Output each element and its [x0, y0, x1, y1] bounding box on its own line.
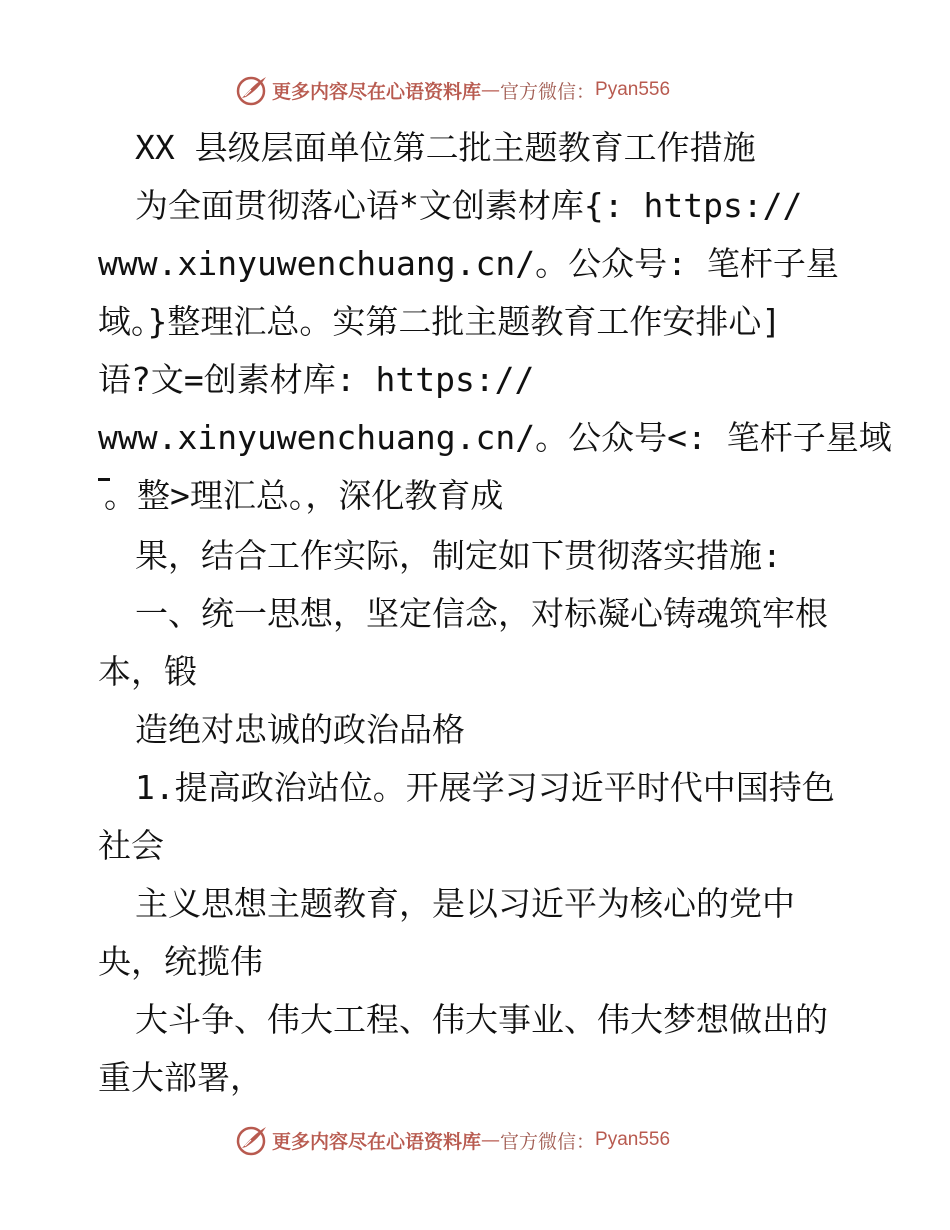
quill-logo-icon — [236, 1124, 268, 1156]
paragraph-line: 央，统揽伟 — [98, 942, 263, 981]
paragraph-line: 社会 — [98, 826, 164, 865]
paragraph-line: www.xinyuwenchuang.cn/。公众号<: 笔杆子星域 — [98, 418, 892, 457]
document-title: XX 县级层面单位第二批主题教育工作措施 — [135, 128, 756, 167]
paragraph-line: 本，锻 — [98, 652, 197, 691]
banner-account-label: 官方微信： — [500, 80, 596, 103]
banner-account-label: 官方微信： — [500, 1130, 596, 1153]
banner-separator: — — [481, 79, 501, 101]
paragraph-line: 果，结合工作实际，制定如下贯彻落实措施: — [135, 536, 782, 575]
banner-text: 更多内容尽在心语资料库 — [272, 1130, 482, 1153]
banner-separator: — — [481, 1129, 501, 1151]
paragraph-line: 语?文=创素材库: https:// — [98, 360, 535, 399]
banner-account-id: Pyan556 — [595, 79, 671, 100]
paragraph-line: 域。}整理汇总。实第二批主题教育工作安排心] — [98, 302, 782, 341]
quill-logo-icon — [236, 74, 268, 106]
banner-text: 更多内容尽在心语资料库 — [272, 80, 482, 103]
paragraph-line: 。整>理汇总。，深化教育成 — [104, 476, 504, 515]
footer-banner — [236, 1122, 670, 1158]
paragraph-line: 大斗争、伟大工程、伟大事业、伟大梦想做出的 — [135, 1000, 828, 1039]
section-heading-line: 一、统一思想，坚定信念，对标凝心铸魂筑牢根 — [135, 594, 828, 633]
banner-account-id: Pyan556 — [595, 1129, 671, 1150]
paragraph-line: www.xinyuwenchuang.cn/。公众号: 笔杆子星 — [98, 244, 839, 283]
paragraph-line: 重大部署， — [98, 1058, 263, 1097]
paragraph-line: 1.提高政治站位。开展学习习近平时代中国持色 — [135, 768, 835, 807]
header-banner — [236, 72, 670, 108]
paragraph-line: 造绝对忠诚的政治品格 — [135, 710, 465, 749]
paragraph-line: 主义思想主题教育，是以习近平为核心的党中 — [135, 884, 795, 923]
paragraph-line: 为全面贯彻落心语*文创素材库{: https:// — [135, 186, 803, 225]
